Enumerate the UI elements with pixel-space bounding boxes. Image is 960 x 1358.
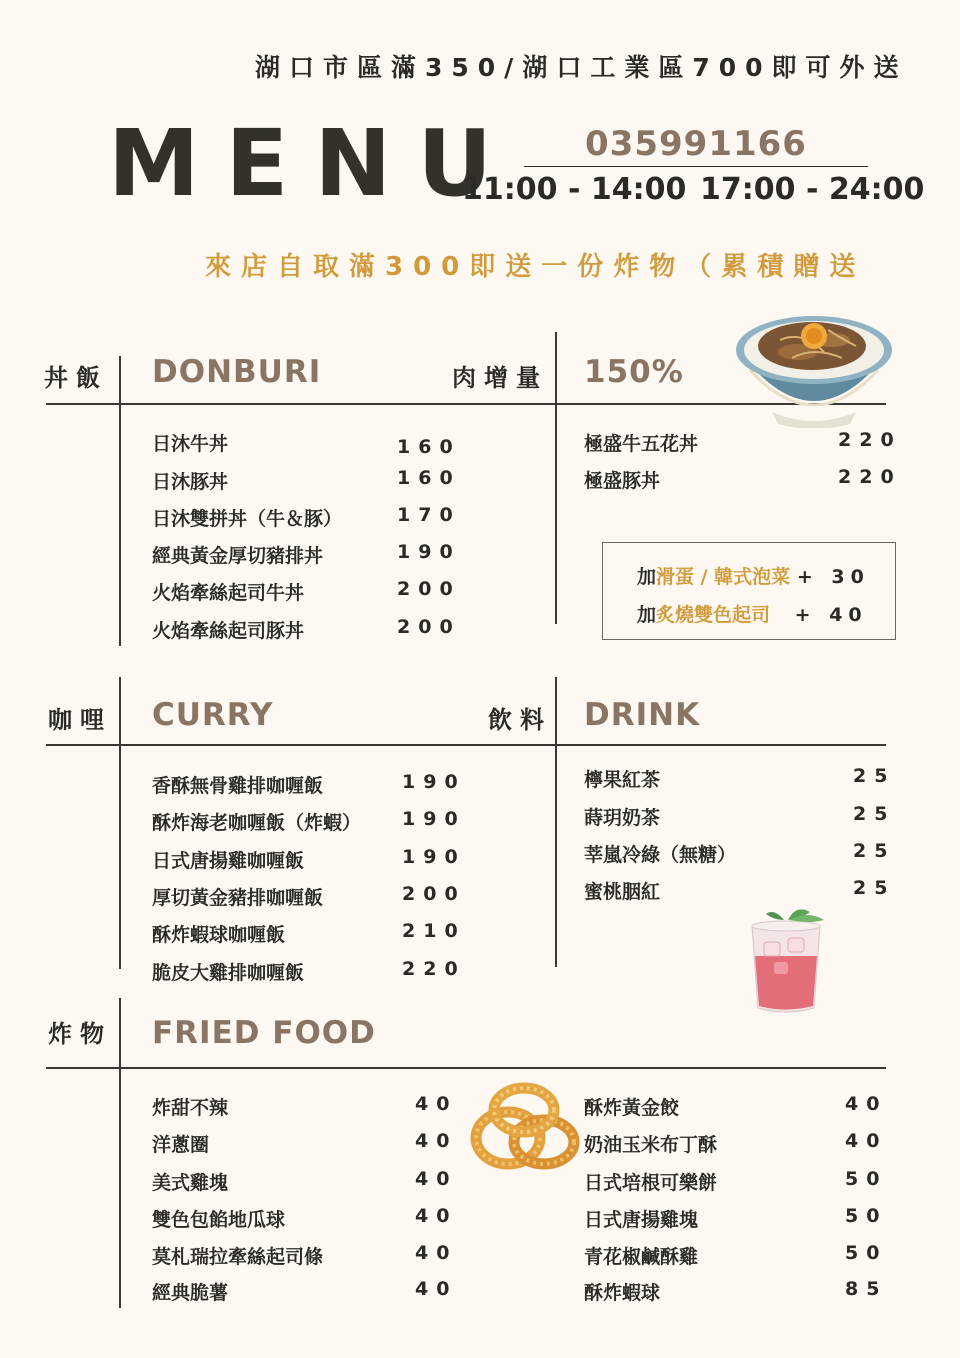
column-divider [555,677,557,967]
item-price: 40 [415,1205,458,1227]
item-price: 40 [845,1093,888,1115]
list-item: 酥炸蝦球 [584,1282,661,1304]
section-divider [46,1067,886,1069]
item-price: 40 [415,1242,458,1264]
onion-rings-illustration [466,1080,582,1176]
donburi-en-label: DONBURI [152,354,322,390]
addon-name: 滑蛋 / 韓式泡菜 [656,566,791,588]
addon-price: + 30 [796,566,870,588]
list-item: 厚切黃金豬排咖喱飯 [152,887,324,909]
list-item: 日沐豚丼 [152,471,229,493]
delivery-note: 湖口市區滿350/湖口工業區700即可外送 [255,53,908,82]
list-item: 洋蔥圈 [152,1134,210,1156]
section-divider [46,744,886,746]
phone-number: 035991166 [524,124,868,167]
list-item: 奶油玉米布丁酥 [584,1134,718,1156]
addon-price: + 40 [794,604,868,626]
item-price: 190 [402,771,466,793]
addon-row [637,600,868,627]
item-price: 25 [853,840,896,862]
column-divider [119,677,121,969]
fried-en-label: FRIED FOOD [152,1015,376,1051]
list-item: 蒔玥奶茶 [584,807,661,829]
extra-meat-en-label: 150% [584,354,684,390]
addon-box [602,542,896,640]
list-item: 經典脆薯 [152,1282,229,1304]
item-price: 50 [845,1168,888,1190]
list-item: 莘嵐冷綠（無糖） [584,844,737,866]
addon-name: 炙燒雙色起司 [656,604,771,626]
drink-en-label: DRINK [584,697,701,733]
item-price: 190 [402,808,466,830]
list-item: 日式唐揚雞咖喱飯 [152,850,305,872]
item-price: 25 [853,765,896,787]
addon-prefix: 加 [637,566,657,588]
fried-cn-label: 炸物 [48,1020,112,1048]
list-item: 酥炸蝦球咖喱飯 [152,924,286,946]
list-item: 香酥無骨雞排咖喱飯 [152,775,324,797]
list-item: 日沐牛丼 [152,433,229,455]
item-price: 40 [415,1130,458,1152]
list-item: 火焰牽絲起司牛丼 [152,582,305,604]
list-item: 脆皮大雞排咖喱飯 [152,962,305,984]
hours-lunch: 11:00 - 14:00 [462,172,687,207]
item-price: 220 [838,466,902,488]
addon-prefix: 加 [637,604,657,626]
item-price: 160 [397,467,461,489]
page-title: MENU [108,110,519,217]
addon-row [637,562,870,589]
list-item: 檸果紅茶 [584,769,661,791]
item-price: 190 [402,846,466,868]
item-price: 25 [853,803,896,825]
list-item: 日式唐揚雞塊 [584,1209,699,1231]
list-item: 青花椒鹹酥雞 [584,1246,699,1268]
list-item: 酥炸黃金餃 [584,1097,680,1119]
list-item: 火焰牽絲起司豚丼 [152,620,305,642]
list-item: 美式雞塊 [152,1172,229,1194]
item-price: 170 [397,504,461,526]
list-item: 日沐雙拼丼（牛＆豚） [152,508,343,530]
list-item: 日式培根可樂餅 [584,1172,718,1194]
donburi-bowl-illustration [732,300,896,428]
donburi-cn-label: 丼飯 [44,364,108,392]
extra-meat-cn-label: 肉增量 [452,364,548,392]
item-price: 200 [402,883,466,905]
list-item: 炸甜不辣 [152,1097,229,1119]
pickup-promo: 來店自取滿300即送一份炸物（累積贈送 [205,252,866,282]
list-item: 雙色包餡地瓜球 [152,1209,286,1231]
item-price: 40 [415,1168,458,1190]
column-divider [119,998,121,1308]
curry-en-label: CURRY [152,697,274,733]
item-price: 40 [845,1130,888,1152]
item-price: 190 [397,541,461,563]
item-price: 85 [845,1278,888,1300]
item-price: 25 [853,877,896,899]
list-item: 蜜桃胭紅 [584,881,661,903]
item-price: 50 [845,1242,888,1264]
list-item: 莫札瑞拉牽絲起司條 [152,1246,324,1268]
item-price: 40 [415,1278,458,1300]
drink-cn-label: 飲料 [488,706,552,734]
column-divider [555,332,557,624]
item-price: 40 [415,1093,458,1115]
item-price: 220 [402,958,466,980]
hours-dinner: 17:00 - 24:00 [700,172,925,207]
column-divider [119,356,121,646]
item-price: 220 [838,429,902,451]
list-item: 經典黃金厚切豬排丼 [152,545,324,567]
item-price: 210 [402,920,466,942]
item-price: 200 [397,578,461,600]
item-price: 50 [845,1205,888,1227]
list-item: 極盛牛五花丼 [584,433,699,455]
list-item: 極盛豚丼 [584,470,661,492]
iced-tea-illustration [744,906,830,1016]
curry-cn-label: 咖哩 [48,706,112,734]
list-item: 酥炸海老咖喱飯（炸蝦） [152,812,362,834]
item-price: 200 [397,616,461,638]
item-price: 160 [397,436,461,458]
